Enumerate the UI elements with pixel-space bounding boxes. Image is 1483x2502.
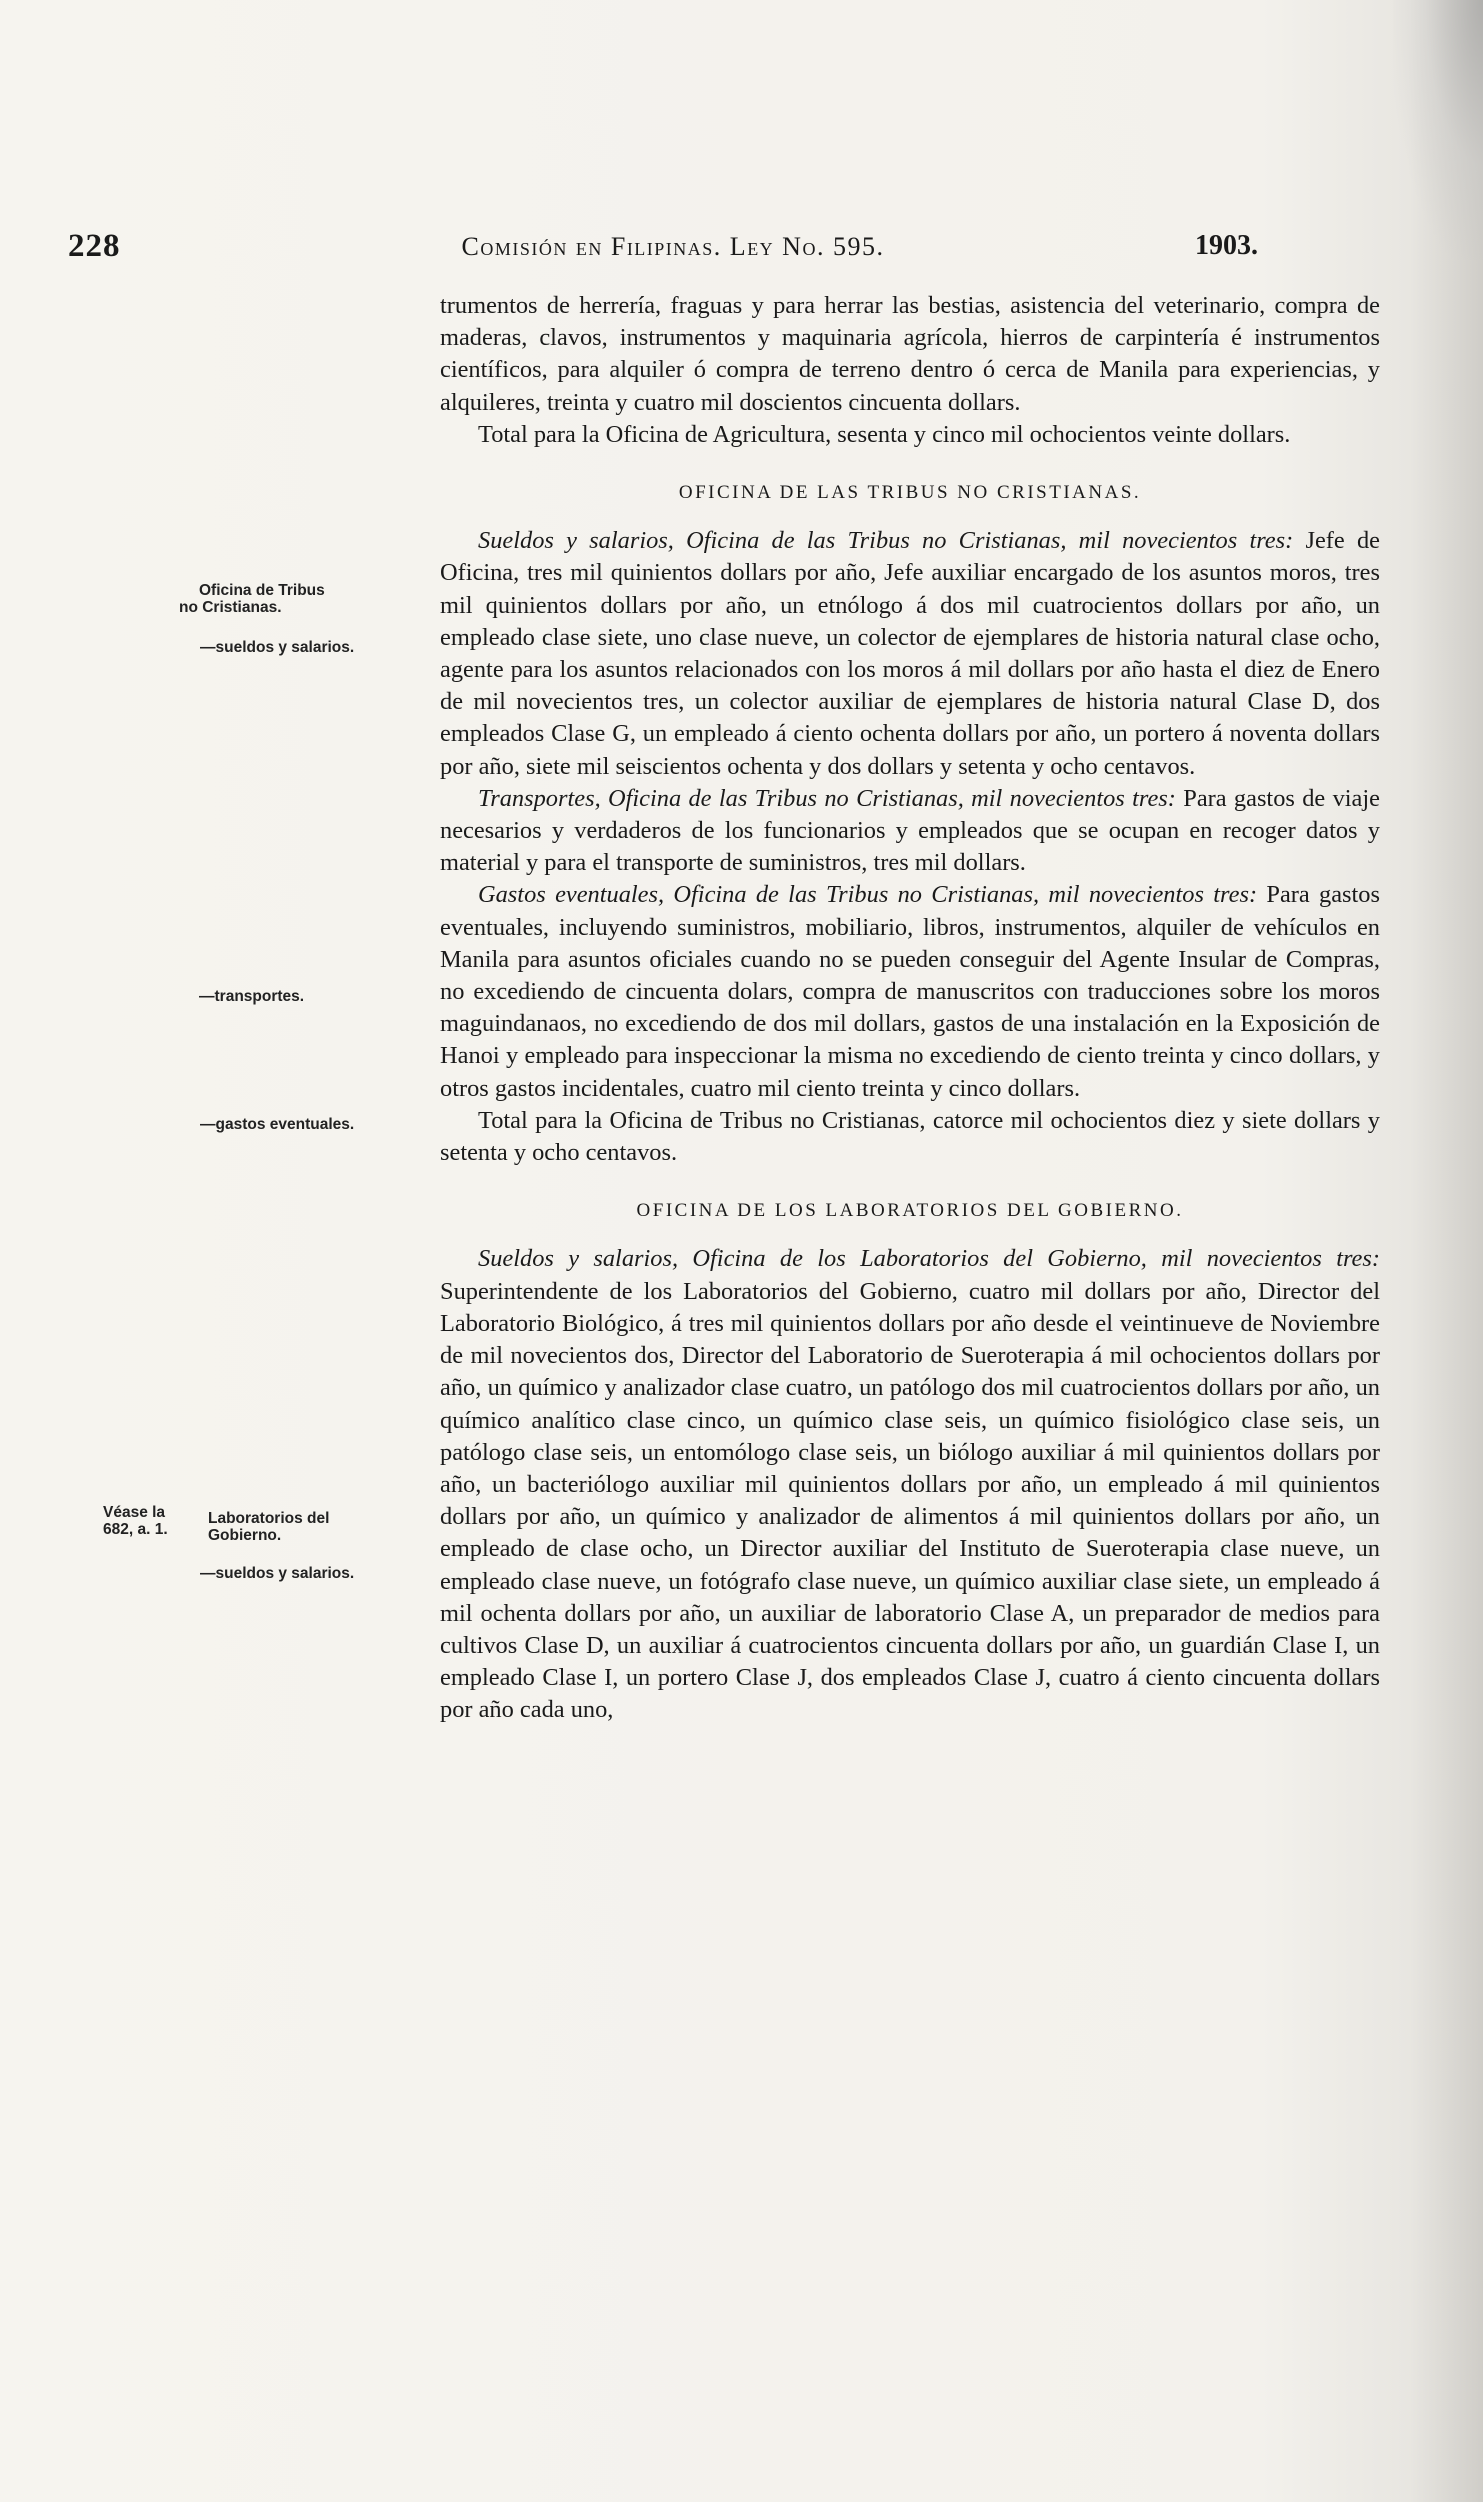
margin-note-line: Oficina de Tribus [199,582,325,599]
margin-note-laboratorios [208,1510,329,1544]
main-text-column [440,290,1380,1727]
running-year: 1903. [1195,230,1258,261]
paragraph-tribus-total: Total para la Oficina de Tribus no Cristianas, catorce mil ochocientos diez y siete dollars y setenta y ocho centavos. [440,1106,1380,1167]
margin-note-line: no Cristianas. [179,599,282,616]
paragraph-text: Para gastos eventuales, incluyendo suministros, mobiliario, libros, instrumentos, alquiler de vehículos en Manila para asuntos oficiales cuando no se pueden conseguir del Agente Insular de Compras, no excediendo de cincuenta dolars, compra de manuscritos con traducciones sobre los moros maguindanaos, no excediendo de dos mil dollars, gastos de una instalación en la Exposición de Hanoi y empleado para inspeccionar la misma no excediendo de ciento treinta y cinco dollars, y otros gastos incidentales, cuatro mil ciento treinta y cinco dollars. [440,881,1380,1102]
page-number: 228 [68,228,121,264]
margin-note-vease [103,1504,168,1538]
margin-note-line: Laboratorios del [208,1510,330,1527]
paragraph-lead: Sueldos y salarios, Oficina de los Laboratorios del Gobierno, mil novecientos tres: [478,1245,1380,1273]
paragraph-agricultura-total: Total para la Oficina de Agricultura, sesenta y cinco mil ochocientos veinte dollars. [478,420,1291,448]
margin-note-line: Véase la [103,1504,166,1521]
paragraph-lab-sueldos [440,1243,1380,1726]
margin-note-line: 682, a. 1. [103,1521,168,1538]
page-edge-shadow [1393,0,1483,260]
running-title: Comisión en Filipinas. Ley No. 595. [461,232,885,261]
paragraph-lead: Transportes, Oficina de las Tribus no Cristianas, mil novecientos tres: [478,784,1176,812]
paragraph-lead: Sueldos y salarios, Oficina de las Tribus no Cristianas, mil novecientos tres: [478,527,1294,555]
paragraph-text: Jefe de Oficina, tres mil quinientos dollars por año, Jefe auxiliar encargado de los asuntos moros, tres mil quinientos dollars por año, un etnólogo á dos mil cuatrocientos dollars por año, un empleado clase siete, uno clase nueve, un colector de ejemplares de historia natural clase ocho, agente para los asuntos relacionados con los moros á mil dollars por año hasta el diez de Enero de mil novecientos tres, un colector auxiliar de ejemplares de historia natural Clase D, dos empleados Clase G, un empleado á ciento ochenta dollars por año, un portero á noventa dollars por año, siete mil seiscientos ochenta y dos dollars y setenta y ocho centavos. [440,527,1381,780]
margin-note-tribus [179,582,325,616]
section-heading-laboratorios: OFICINA DE LOS LABORATORIOS DEL GOBIERNO. [636,1200,1184,1222]
margin-note-sueldos-tribus: —sueldos y salarios. [200,639,355,656]
paragraph-agricultura-cont: trumentos de herrería, fraguas y para herrar las bestias, asistencia del veterinario, compra de maderas, clavos, instrumentos y maquinaria agrícola, hierros de carpintería é instrumentos científicos, para alquiler ó compra de terreno dentro ó cerca de Manila para experiencias, y alquileres, treinta y cuatro mil doscientos cincuenta dollars. [440,292,1380,416]
margin-note-sueldos-lab: —sueldos y salarios. [200,1565,355,1582]
paragraph-tribus-gastos [440,879,1380,1104]
paragraph-tribus-transportes [440,783,1380,880]
paragraph-tribus-sueldos [440,525,1380,783]
margin-note-line: Gobierno. [208,1527,282,1544]
paragraph-lead: Gastos eventuales, Oficina de las Tribus no Cristianas, mil novecientos tres: [478,881,1258,909]
paragraph-text: Para gastos de viaje necesarios y verdaderos de los funcionarios y empleados que se ocupan en recoger datos y material y para el transporte de suministros, tres mil dollars. [440,784,1380,877]
page-header [68,228,1278,278]
margin-note-transportes: —transportes. [199,988,305,1005]
margin-note-gastos: —gastos eventuales. [200,1116,355,1133]
section-heading-tribus: OFICINA DE LAS TRIBUS NO CRISTIANAS. [678,482,1142,504]
paragraph-text: Superintendente de los Laboratorios del Gobierno, cuatro mil dollars por año, Director del Laboratorio Biológico, á tres mil quinientos dollars por año desde el veintinueve de Noviembre de mil novecientos dos, Director del Laboratorio de Sueroterapia á mil ochocientos dollars por año, un químico y analizador clase cuatro, un patólogo dos mil cuatrocientos dollars por año, un químico analítico clase cinco, un químico clase seis, un químico fisiológico clase seis, un patólogo clase seis, un entomólogo clase seis, un biólogo auxiliar á mil quinientos dollars por año, un bacteriólogo auxiliar mil quinientos dollars por año, un empleado á mil quinientos dollars por año, un químico y analizador de alimentos á mil quinientos dollars por año, un empleado de clase ocho, un Director auxiliar del Instituto de Sueroterapia clase nueve, un empleado clase nueve, un fotógrafo clase nueve, un químico auxiliar clase siete, un empleado á mil ochenta dollars por año, un auxiliar de laboratorio Clase A, un preparador de medios para cultivos Clase D, un auxiliar á cuatrocientos cincuenta dollars por año, un guardián Clase I, un empleado Clase I, un portero Clase J, dos empleados Clase J, cuatro á ciento cincuenta dollars por año cada uno, [440,1277,1380,1724]
